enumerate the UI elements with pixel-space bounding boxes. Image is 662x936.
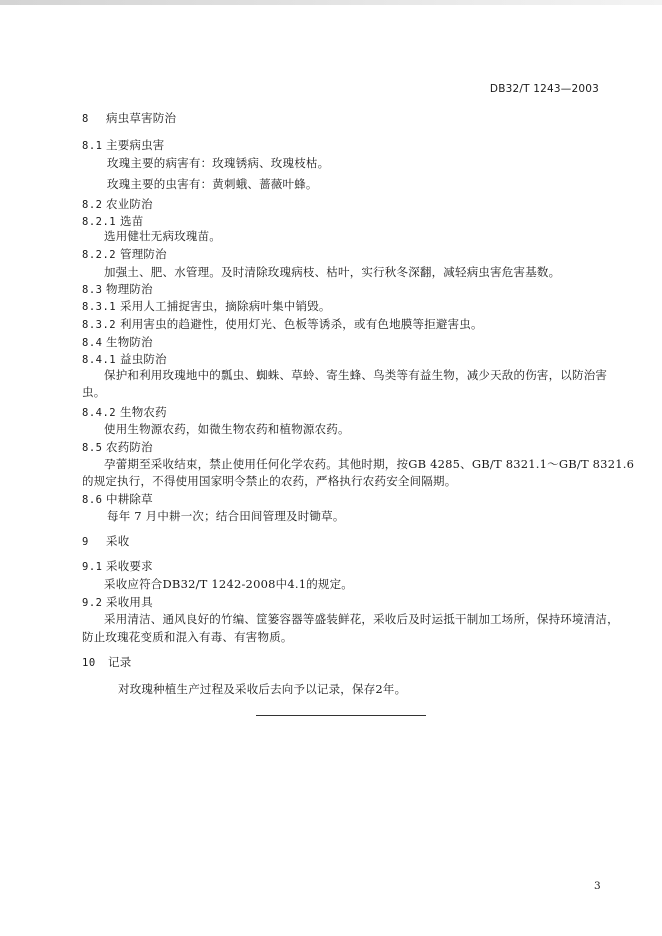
- subsection-heading: [82, 404, 167, 421]
- section-heading: [82, 196, 153, 213]
- paragraph-line: [104, 228, 221, 244]
- clause-number: 8.5: [82, 442, 103, 454]
- section-heading: [82, 281, 153, 298]
- paragraph-line: [104, 456, 634, 472]
- section-heading: [82, 594, 153, 611]
- line-text: 使用生物源农药，如微生物农药和植物源农药。: [104, 422, 350, 436]
- section-heading: [82, 137, 165, 154]
- line-text: 采收用具: [106, 595, 153, 609]
- line-text: 利用害虫的趋避性，使用灯光、色板等诱杀，或有色地膜等拒避害虫。: [120, 317, 483, 331]
- line-text: 病虫草害防治: [106, 111, 177, 125]
- section-heading: [82, 439, 153, 456]
- subsection-heading: [82, 316, 483, 333]
- line-text: 农药防治: [106, 440, 153, 454]
- clause-number: 9: [82, 536, 89, 548]
- line-text: 记录: [108, 655, 132, 669]
- clause-number: 9.2: [82, 597, 103, 609]
- paragraph-line: [104, 576, 353, 592]
- line-text: 采用人工捕捉害虫，摘除病叶集中销毁。: [120, 299, 331, 313]
- scan-edge-shadow: [0, 0, 662, 5]
- clause-number: 8.2.2: [82, 249, 117, 261]
- clause-number: 8: [82, 113, 89, 125]
- paragraph-line: [107, 508, 345, 524]
- line-text: 采收应符合DB32/T 1242-2008中4.1的规定。: [104, 577, 354, 591]
- line-text: 物理防治: [106, 282, 153, 296]
- line-text: 采用清洁、通风良好的竹编、筐篓容器等盛装鲜花，采收后及时运抵干制加工场所，保持环境清洁，: [104, 612, 619, 626]
- section-heading: [82, 558, 153, 575]
- chapter-heading: [82, 533, 129, 550]
- line-text: 农业防治: [106, 197, 153, 211]
- line-text: 采收: [106, 534, 130, 548]
- paragraph-line: [82, 473, 456, 489]
- line-text: 中耕除草: [106, 492, 153, 506]
- clause-number: 8.2: [82, 199, 103, 211]
- clause-number: 8.4.2: [82, 407, 117, 419]
- subsection-heading: [82, 246, 167, 263]
- page-number: 3: [594, 880, 601, 892]
- paragraph-line: [104, 264, 560, 280]
- subsection-heading: [82, 351, 167, 368]
- chapter-heading: [82, 654, 131, 671]
- line-text: 孕蕾期至采收结束，禁止使用任何化学农药。其他时期，按GB 4285、GB/T 8321.1～GB/T 8321.6: [104, 457, 635, 471]
- paragraph-line: [104, 611, 619, 627]
- clause-number: 8.1: [82, 140, 103, 152]
- line-text: 益虫防治: [120, 352, 167, 366]
- clause-number: 10: [82, 657, 96, 669]
- chapter-heading: [82, 110, 176, 127]
- line-text: 主要病虫害: [106, 138, 165, 152]
- paragraph-line: [107, 176, 318, 192]
- line-text: 生物防治: [106, 335, 153, 349]
- line-text: 的规定执行，不得使用国家明令禁止的农药，严格执行农药安全间隔期。: [82, 474, 457, 488]
- clause-number: 8.3.1: [82, 301, 117, 313]
- paragraph-line: [118, 681, 406, 697]
- end-of-document-rule: [256, 715, 426, 716]
- section-heading: [82, 491, 153, 508]
- line-text: 选苗: [120, 214, 144, 228]
- line-text: 玫瑰主要的虫害有：黄刺蛾、蔷薇叶蜂。: [107, 177, 318, 191]
- clause-number: 9.1: [82, 561, 103, 573]
- section-heading: [82, 334, 153, 351]
- line-text: 管理防治: [120, 247, 167, 261]
- line-text: 每年 7 月中耕一次；结合田间管理及时锄草。: [107, 509, 345, 523]
- paragraph-line: [107, 155, 329, 171]
- line-text: 防止玫瑰花变质和混入有毒、有害物质。: [82, 630, 293, 644]
- line-text: 生物农药: [120, 405, 167, 419]
- clause-number: 8.3: [82, 284, 103, 296]
- clause-number: 8.6: [82, 494, 103, 506]
- paragraph-line: [82, 629, 293, 645]
- paragraph-line: [104, 367, 607, 383]
- clause-number: 8.4.1: [82, 354, 117, 366]
- line-text: 选用健壮无病玫瑰苗。: [104, 229, 221, 243]
- subsection-heading: [82, 298, 331, 315]
- standard-code: DB32/T 1243—2003: [489, 83, 599, 95]
- line-text: 采收要求: [106, 559, 153, 573]
- line-text: 加强土、肥、水管理。及时清除玫瑰病枝、枯叶，实行秋冬深翻，减轻病虫害危害基数。: [104, 265, 561, 279]
- clause-number: 8.2.1: [82, 216, 117, 228]
- line-text: 对玫瑰种植生产过程及采收后去向予以记录，保存2年。: [118, 682, 407, 696]
- line-text: 保护和利用玫瑰地中的瓢虫、蜘蛛、草蛉、寄生蜂、鸟类等有益生物，减少天敌的伤害，以防治害: [104, 368, 608, 382]
- clause-number: 8.3.2: [82, 319, 117, 331]
- paragraph-line: [104, 421, 350, 437]
- clause-number: 8.4: [82, 337, 103, 349]
- line-text: 虫。: [82, 385, 106, 399]
- paragraph-line: [82, 384, 105, 400]
- line-text: 玫瑰主要的病害有：玫瑰锈病、玫瑰枝枯。: [107, 156, 330, 170]
